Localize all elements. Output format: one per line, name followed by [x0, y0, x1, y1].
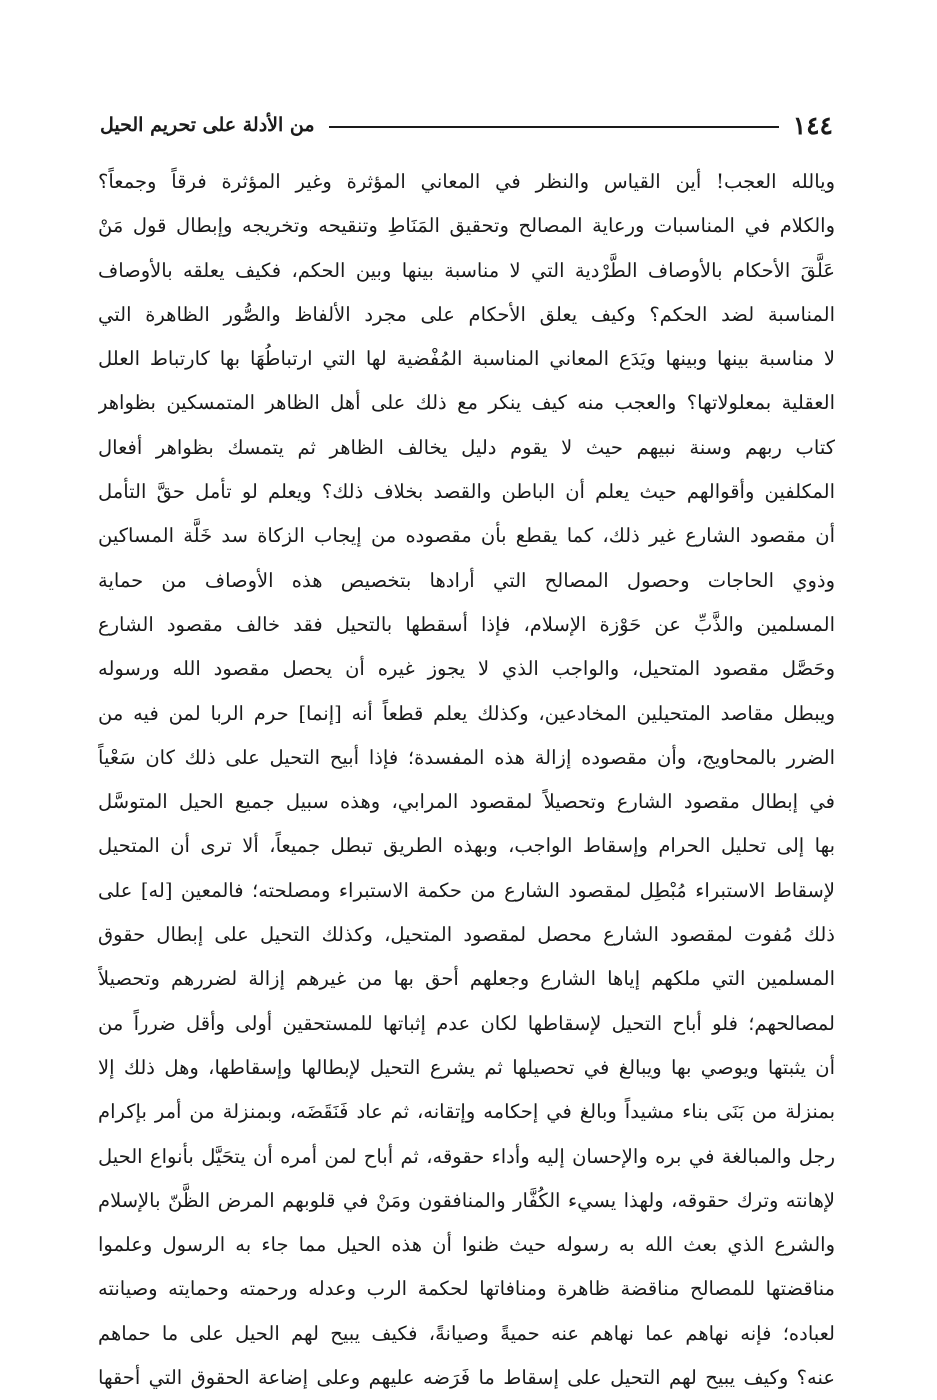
text-line: لعباده؛ فإنه نهاهم عما نهاهم عنه حميةً وصيانةً، فكيف يبيح لهم الحيل على ما حماهم [98, 1321, 835, 1345]
text-line: في إبطال مقصود الشارع وتحصيلاً لمقصود المرابي، وهذه سبيل جميع الحيل المتوسَّل [98, 790, 835, 814]
text-line: كتاب ربهم وسنة نبيهم حيث لا يقوم دليل يخالف الظاهر ثم يتمسك بظواهر أفعال [98, 435, 835, 459]
chapter-title: من الأدلة على تحريم الحيل [100, 114, 315, 136]
text-line: العقلية بمعلولاتها؟ والعجب منه كيف ينكر مع ذلك على أهل الظاهر المتمسكين بظواهر [98, 391, 835, 415]
header-rule [329, 126, 779, 128]
page-number: ١٤٤ [792, 110, 833, 140]
text-line: المناسبة لضد الحكم؟ وكيف يعلق الأحكام على مجرد الألفاظ والصُّور الظاهرة التي [98, 302, 835, 326]
text-line: عنه؟ وكيف يبيح لهم التحيل على إسقاط ما فَرَضه عليهم وعلى إضاعة الحقوق التي أحقها [98, 1366, 835, 1390]
text-line: الضرر بالمحاويج، وأن مقصوده إزالة هذه المفسدة؛ فإذا أبيح التحيل على ذلك كان سَعْياً [98, 745, 835, 769]
text-line: مناقضتها للمصالح مناقضة ظاهرة ومنافاتها لحكمة الرب وعدله ورحمته وحمايته وصيانته [98, 1277, 835, 1301]
text-line: لإسقاط الاستبراء مُبْطِل لمقصود الشارع من حكمة الاستبراء ومصلحته؛ فالمعين [له] على [98, 878, 835, 902]
text-line: المكلفين وأقوالهم حيث يعلم أن الباطن والقصد بخلاف ذلك؟ ويعلم لو تأمل حقَّ التأمل [98, 480, 835, 504]
text-line: ويالله العجب! أين القياس والنظر في المعاني المؤثرة وغير المؤثرة فرقاً وجمعاً؟ [98, 170, 835, 193]
text-line: والكلام في المناسبات ورعاية المصالح وتحقيق المَنَاطِ وتنقيحه وتخريجه وإبطال قول مَنْ [98, 214, 835, 238]
text-line: لإهانته وترك حقوقه، ولهذا يسيء الكُفَّار والمنافقون ومَنْ في قلوبهم المرض الظَّنّ بالإسلام [98, 1188, 835, 1212]
text-line: والشرع الذي بعث الله به رسوله حيث ظنوا أن هذه الحيل مما جاء به الرسول وعلموا [98, 1233, 835, 1257]
text-line: المسلمين التي ملكهم إياها الشارع وجعلهم أحق بها من غيرهم إزالة لضررهم وتحصيلاً [98, 967, 835, 991]
text-line: بها إلى تحليل الحرام وإسقاط الواجب، وبهذه الطريق تبطل جميعاً، ألا ترى أن المتحيل [98, 834, 835, 858]
text-line: وحَصَّل مقصود المتحيل، والواجب الذي لا يجوز غيره أن يحصل مقصود الله ورسوله [98, 657, 835, 681]
text-line: ذلك مُفوت لمقصود الشارع محصل لمقصود المتحيل، وكذلك التحيل على إبطال حقوق [98, 923, 835, 947]
text-line: عَلَّقَ الأحكام بالأوصاف الطَّرْدية التي لا مناسبة بينها وبين الحكم، فكيف يعلقه بالأوصاف [98, 258, 835, 282]
text-line: المسلمين والذَّبِّ عن حَوْزة الإسلام، فإذا أسقطها بالتحيل فقد خالف مقصود الشارع [98, 612, 835, 636]
text-line: رجل والمبالغة في بره والإحسان إليه وأداء حقوقه، ثم أباح لمن أمره أن يتحَيَّل بأنواع الحيل [98, 1144, 835, 1168]
text-line: وذوي الحاجات وحصول المصالح التي أرادها بتخصيص هذه الأوصاف من حماية [98, 568, 835, 592]
text-line: بمنزلة من بَنَى بناء مشيداً وبالغ في إحكامه وإتقانه، ثم عاد فَنَقَضَه، وبمنزلة من أمر بإكرام [98, 1100, 835, 1124]
text-line: لمصالحهم؛ فلو أباح التحيل لإسقاطها لكان عدم إثباتها للمستحقين أولى وأقل ضرراً من [98, 1011, 835, 1035]
running-header [100, 108, 833, 142]
text-line: أن مقصود الشارع غير ذلك، كما يقطع بأن مقصوده من إيجاب الزكاة سد خَلَّة المساكين [98, 524, 835, 548]
text-line: لا مناسبة بينها وبينها ويَدَع المعاني المناسبة المُفْضية لها التي ارتباطُهَا بها كارتباط العلل [98, 347, 835, 371]
text-line: ويبطل مقاصد المتحيلين المخادعين، وكذلك يعلم قطعاً أنه [إنما] حرم الربا لمن فيه من [98, 701, 835, 725]
text-line: أن يثبتها ويوصي بها ويبالغ في تحصيلها ثم يشرع التحيل لإبطالها وإسقاطها، وهل ذلك إلا [98, 1055, 835, 1079]
body-text [98, 160, 835, 1400]
